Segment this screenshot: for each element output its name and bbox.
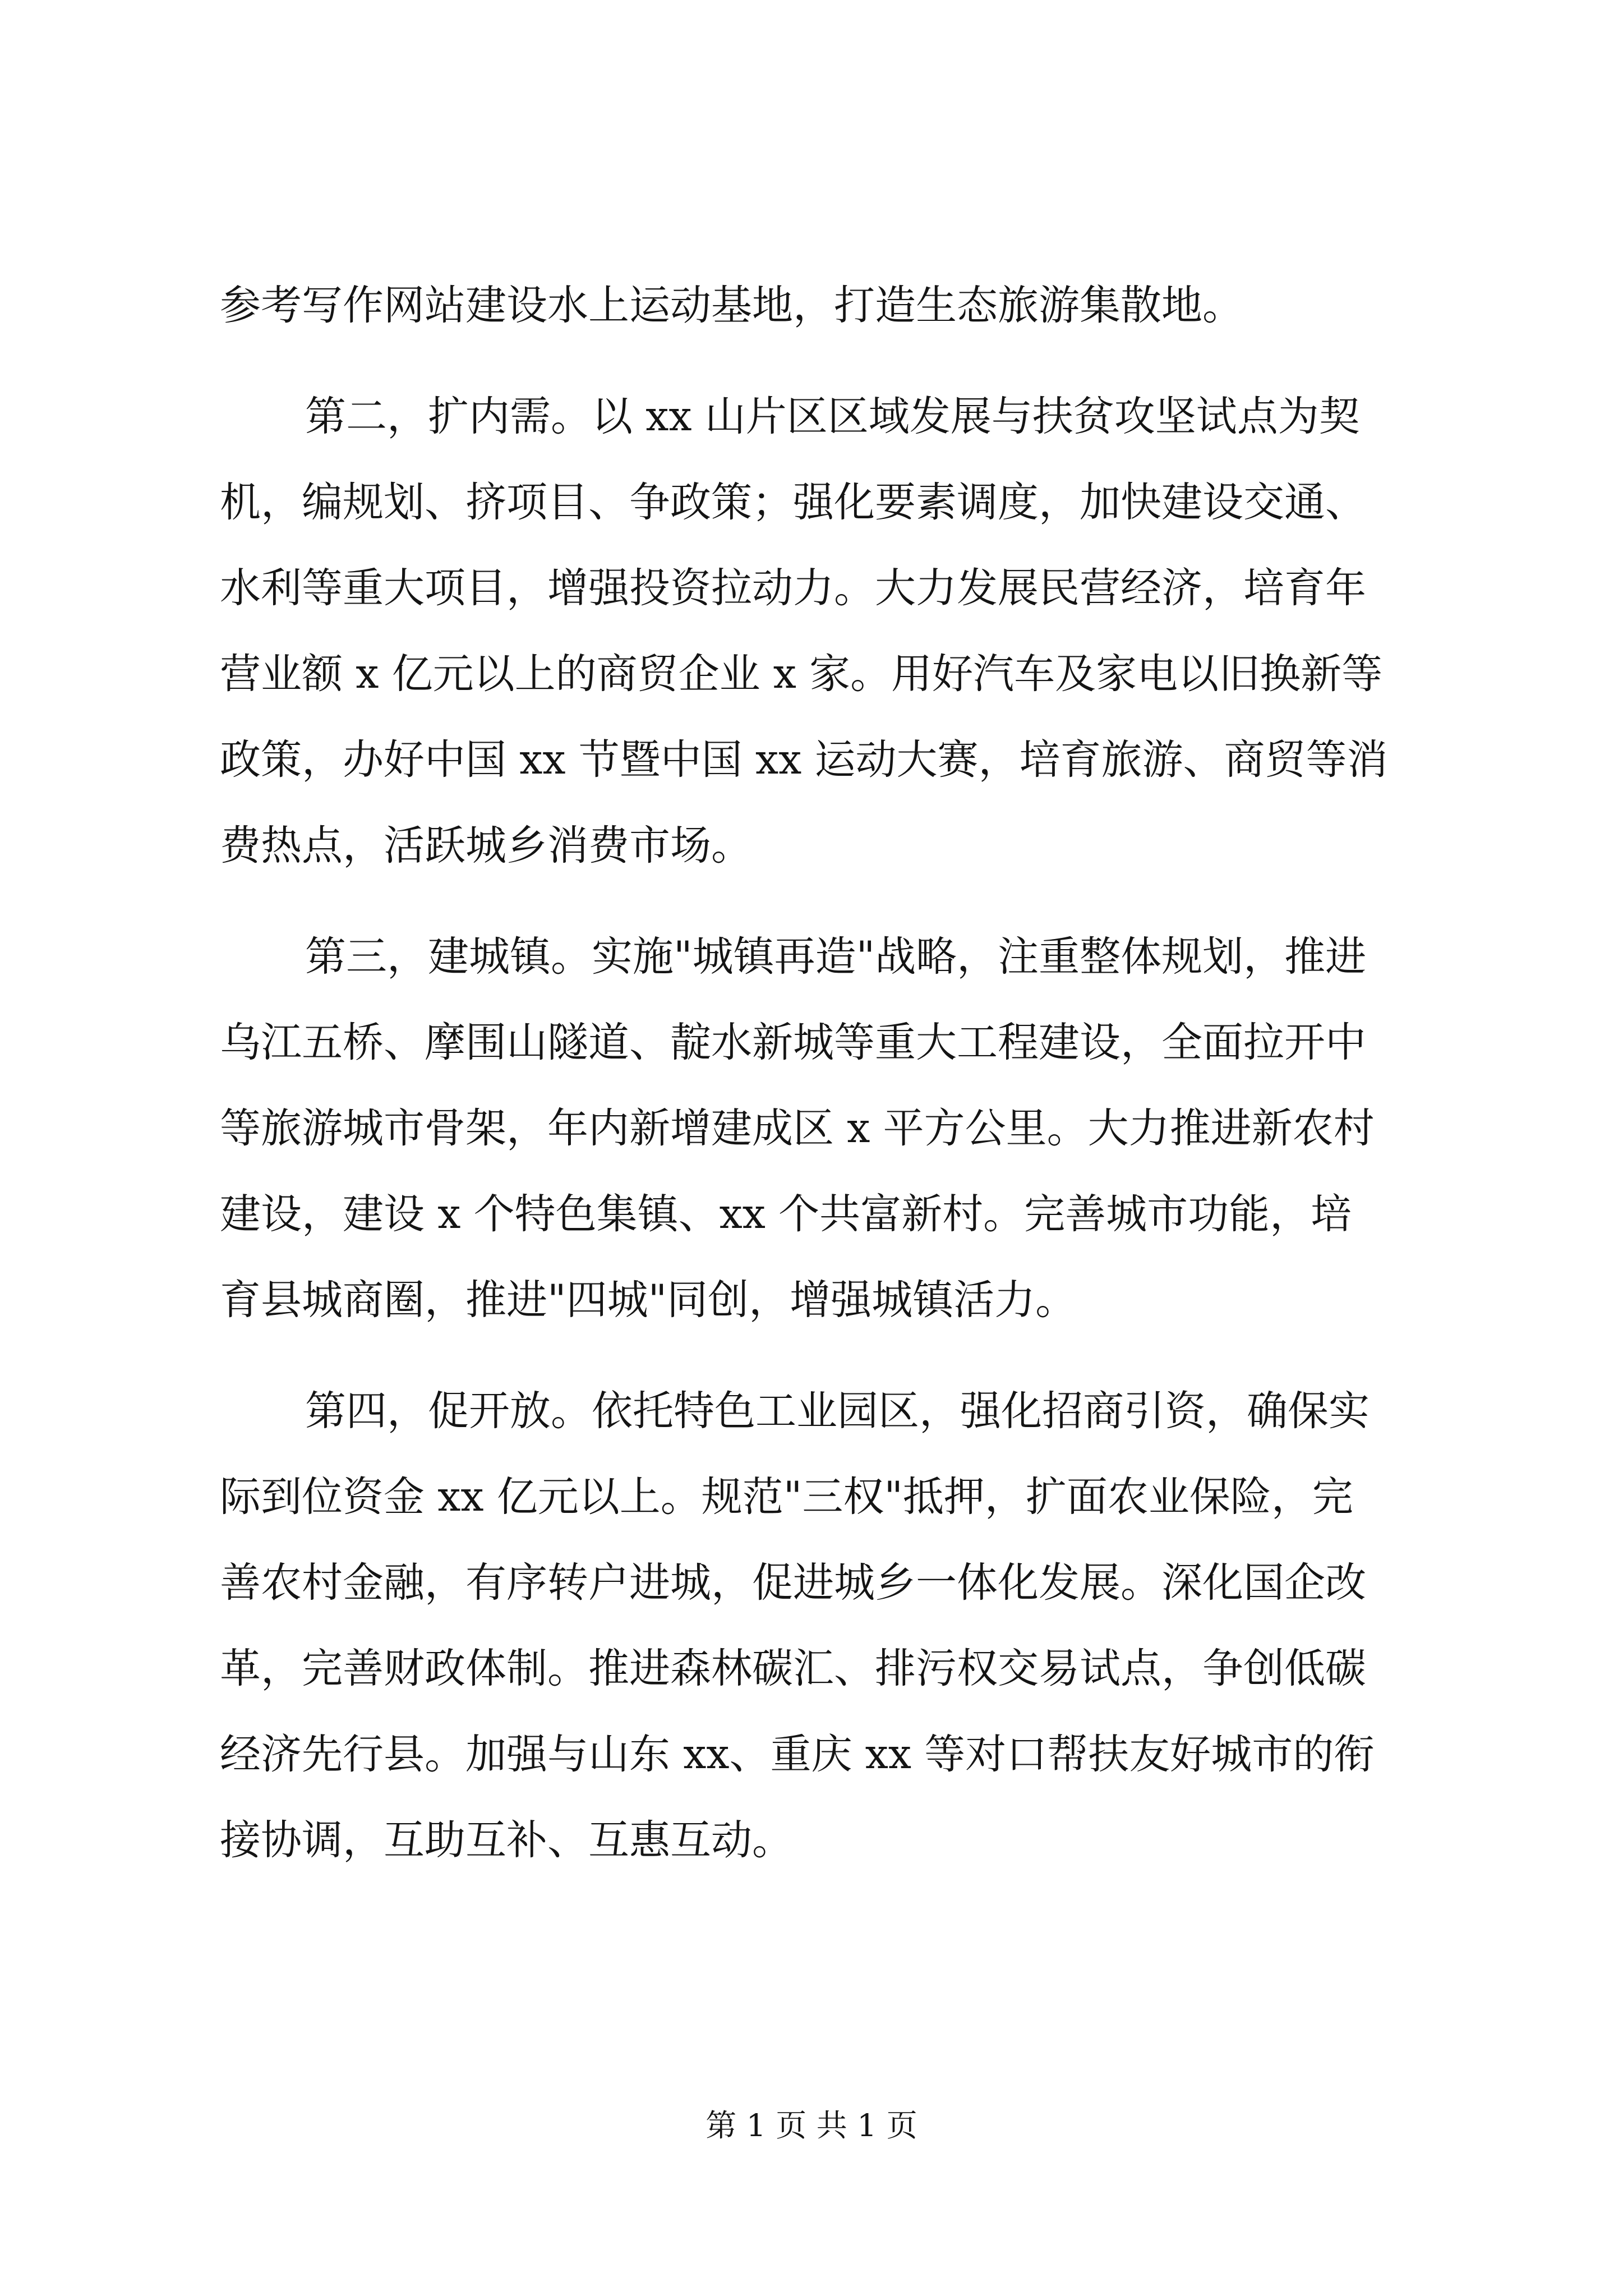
body-line: 际到位资金 xx 亿元以上。规范"三权"抵押，扩面农业保险，完: [220, 1473, 1353, 1521]
paragraph-first-line: 第二，扩内需。以 xx 山片区区域发展与扶贫攻坚试点为契: [305, 393, 1360, 440]
body-line: 建设，建设 x 个特色集镇、xx 个共富新村。完善城市功能，培: [220, 1190, 1352, 1238]
page-number-footer: 第 1 页 共 1 页: [706, 2108, 917, 2143]
paragraph-first-line: 第四，促开放。依托特色工业园区，强化招商引资，确保实: [305, 1387, 1370, 1435]
body-line: 政策，办好中国 xx 节暨中国 xx 运动大赛，培育旅游、商贸等消: [220, 736, 1388, 784]
body-line: 革，完善财政体制。推进森林碳汇、排污权交易试点，争创低碳: [220, 1645, 1366, 1692]
body-line: 费热点，活跃城乡消费市场。: [220, 822, 752, 869]
body-line: 接协调，互助互补、互惠互动。: [220, 1816, 793, 1864]
body-line: 经济先行县。加强与山东 xx、重庆 xx 等对口帮扶友好城市的衔: [220, 1731, 1375, 1778]
body-line: 营业额 x 亿元以上的商贸企业 x 家。用好汽车及家电以旧换新等: [220, 650, 1383, 698]
body-line: 机，编规划、挤项目、争政策；强化要素调度，加快建设交通、: [220, 478, 1366, 526]
body-line: 善农村金融，有序转户进城，促进城乡一体化发展。深化国企改: [220, 1559, 1366, 1607]
body-line: 育县城商圈，推进"四城"同创，增强城镇活力。: [220, 1276, 1077, 1324]
body-line: 参考写作网站建设水上运动基地，打造生态旅游集散地。: [220, 282, 1243, 329]
paragraph-first-line: 第三，建城镇。实施"城镇再造"战略，注重整体规划，推进: [305, 933, 1367, 981]
body-line: 乌江五桥、摩围山隧道、靛水新城等重大工程建设，全面拉开中: [220, 1019, 1366, 1066]
body-line: 等旅游城市骨架，年内新增建成区 x 平方公里。大力推进新农村: [220, 1105, 1375, 1152]
body-line: 水利等重大项目，增强投资拉动力。大力发展民营经济，培育年: [220, 564, 1366, 612]
document-body: [220, 263, 1414, 1883]
